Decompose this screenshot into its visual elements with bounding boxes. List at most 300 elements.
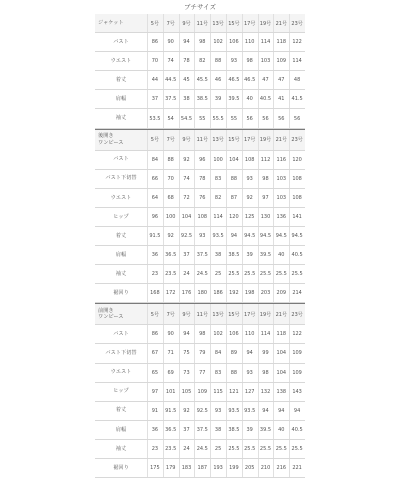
table-cell: 214: [292, 290, 302, 297]
column-divider: [179, 383, 180, 401]
table-cell: 183: [181, 465, 192, 472]
table-cell: 92: [183, 407, 190, 414]
table-cell: 55: [230, 115, 238, 122]
table-cell: 110: [244, 331, 255, 338]
column-divider: [226, 383, 227, 401]
table-row: [95, 344, 305, 363]
table-cell: 19号: [259, 311, 272, 318]
column-divider: [258, 265, 259, 283]
table-cell: 99: [262, 350, 269, 357]
column-divider: [194, 304, 195, 324]
column-divider: [147, 170, 148, 188]
row-label: バスト下切替: [105, 350, 137, 357]
column-divider: [210, 325, 211, 343]
column-divider: [226, 304, 227, 324]
column-divider: [163, 364, 164, 382]
table-cell: 86: [151, 39, 159, 46]
table-row: [95, 33, 305, 52]
column-divider: [289, 109, 290, 127]
column-divider: [179, 227, 180, 245]
table-cell: 108: [197, 213, 208, 220]
table-cell: 88: [230, 175, 238, 182]
column-divider: [226, 109, 227, 127]
column-divider: [179, 208, 180, 226]
table-cell: 93.5: [212, 232, 224, 239]
column-divider: [242, 109, 243, 127]
table-cell: 40: [278, 426, 285, 433]
column-divider: [163, 14, 164, 32]
column-divider: [226, 459, 227, 477]
table-cell: 25.5: [275, 271, 287, 278]
table-cell: 92: [167, 232, 174, 239]
table-cell: 96: [199, 156, 206, 163]
column-divider: [242, 344, 243, 362]
column-divider: [179, 265, 180, 283]
table-cell: 13号: [212, 311, 224, 318]
table-cell: 55: [199, 115, 206, 122]
table-cell: 93: [246, 369, 253, 376]
table-cell: 110: [244, 39, 255, 46]
table-cell: 68: [167, 194, 174, 201]
table-row: [95, 246, 305, 265]
column-divider: [179, 109, 180, 127]
table-cell: 39: [246, 252, 253, 259]
table-cell: 23号: [291, 311, 303, 318]
table-row: [95, 364, 305, 383]
row-label: バスト: [113, 38, 129, 45]
column-divider: [258, 52, 259, 70]
table-cell: 45: [183, 77, 190, 84]
column-divider: [147, 402, 148, 420]
column-divider: [273, 71, 274, 89]
table-cell: 7号: [166, 137, 175, 144]
table-cell: 23.5: [165, 271, 177, 278]
column-divider: [226, 344, 227, 362]
table-cell: 56: [293, 115, 301, 122]
column-divider: [210, 383, 211, 401]
table-cell: 7号: [166, 20, 175, 27]
column-divider: [289, 265, 290, 283]
table-cell: 23.5: [165, 445, 177, 452]
table-cell: 5号: [150, 20, 159, 27]
column-divider: [289, 71, 290, 89]
table-cell: 141: [292, 213, 302, 220]
table-cell: 108: [244, 156, 255, 163]
table-cell: 93: [230, 58, 238, 65]
table-cell: 40: [246, 96, 253, 103]
table-row: [95, 227, 305, 246]
column-divider: [194, 421, 195, 439]
table-cell: 38: [183, 96, 190, 103]
column-divider: [147, 130, 148, 150]
column-divider: [258, 459, 259, 477]
table-cell: 54: [167, 115, 174, 122]
column-divider: [258, 421, 259, 439]
column-divider: [147, 325, 148, 343]
table-cell: 114: [260, 39, 271, 46]
column-divider: [242, 246, 243, 264]
column-divider: [147, 459, 148, 477]
column-divider: [147, 344, 148, 362]
table-cell: 17号: [244, 311, 256, 318]
table-cell: 94: [293, 407, 301, 414]
column-divider: [194, 265, 195, 283]
table-cell: 209: [276, 290, 287, 297]
column-divider: [289, 402, 290, 420]
table-cell: 114: [213, 213, 223, 220]
table-row: [95, 284, 305, 303]
table-cell: 38.5: [228, 252, 240, 259]
column-divider: [210, 71, 211, 89]
column-divider: [194, 227, 195, 245]
table-cell: 9号: [182, 311, 191, 318]
table-cell: 205: [244, 465, 255, 472]
column-divider: [163, 265, 164, 283]
table-cell: 5号: [150, 137, 159, 144]
column-divider: [194, 170, 195, 188]
column-divider: [194, 151, 195, 169]
column-divider: [289, 284, 290, 302]
column-divider: [163, 71, 164, 89]
table-cell: 53.5: [149, 115, 161, 122]
column-divider: [289, 246, 290, 264]
table-cell: 77: [199, 369, 206, 376]
column-divider: [210, 170, 211, 188]
table-cell: 91: [151, 407, 159, 414]
column-divider: [179, 151, 180, 169]
column-divider: [163, 189, 164, 207]
row-label: 肩幅: [115, 251, 127, 258]
column-divider: [273, 227, 274, 245]
table-cell: 100: [213, 156, 223, 163]
table-cell: 72: [183, 194, 190, 201]
table-cell: 104: [276, 369, 287, 376]
table-cell: 73: [183, 369, 190, 376]
column-divider: [147, 208, 148, 226]
row-label: 袖丈: [115, 115, 127, 122]
column-divider: [289, 304, 290, 324]
table-cell: 23: [151, 271, 159, 278]
table-cell: 39: [214, 96, 222, 103]
table-cell: 21号: [275, 137, 287, 144]
section-header-row: [95, 303, 305, 325]
chart-title: ブチサイズ: [184, 3, 216, 11]
column-divider: [147, 383, 148, 401]
table-row: [95, 402, 305, 421]
column-divider: [242, 90, 243, 108]
column-divider: [289, 90, 290, 108]
column-divider: [179, 130, 180, 150]
column-divider: [289, 170, 290, 188]
column-divider: [258, 109, 259, 127]
column-divider: [210, 284, 211, 302]
table-cell: 46.5: [228, 77, 240, 84]
table-cell: 103: [276, 175, 287, 182]
table-cell: 108: [292, 175, 302, 182]
table-cell: 96: [151, 213, 159, 220]
table-cell: 105: [181, 388, 192, 395]
column-divider: [147, 284, 148, 302]
column-divider: [226, 130, 227, 150]
column-divider: [258, 170, 259, 188]
table-cell: 216: [276, 465, 287, 472]
table-cell: 13号: [212, 137, 224, 144]
column-divider: [289, 151, 290, 169]
column-divider: [210, 227, 211, 245]
table-cell: 11号: [196, 137, 208, 144]
table-cell: 106: [229, 39, 239, 46]
column-divider: [226, 170, 227, 188]
column-divider: [273, 325, 274, 343]
column-divider: [273, 304, 274, 324]
table-cell: 17号: [244, 20, 256, 27]
column-divider: [179, 402, 180, 420]
table-cell: 23号: [291, 20, 303, 27]
table-cell: 130: [260, 213, 271, 220]
table-cell: 25.5: [244, 271, 256, 278]
table-cell: 176: [181, 290, 192, 297]
column-divider: [147, 109, 148, 127]
table-cell: 5号: [150, 311, 159, 318]
table-cell: 47: [262, 77, 269, 84]
column-divider: [194, 189, 195, 207]
row-label: ウエスト: [110, 369, 132, 376]
row-label: バスト: [113, 156, 129, 163]
table-cell: 109: [292, 369, 302, 376]
row-label: バスト: [113, 331, 129, 338]
table-cell: 25.5: [228, 445, 240, 452]
table-cell: 87: [230, 194, 238, 201]
table-cell: 23: [151, 445, 159, 452]
column-divider: [258, 71, 259, 89]
table-cell: 38.5: [196, 96, 208, 103]
column-divider: [273, 90, 274, 108]
column-divider: [210, 109, 211, 127]
table-cell: 93: [214, 407, 222, 414]
table-cell: 37.5: [165, 96, 177, 103]
column-divider: [179, 52, 180, 70]
column-divider: [226, 189, 227, 207]
column-divider: [163, 440, 164, 458]
table-cell: 74: [167, 58, 174, 65]
table-cell: 94: [183, 331, 190, 338]
table-cell: 19号: [259, 137, 272, 144]
table-cell: 102: [213, 331, 223, 338]
size-chart: [95, 0, 305, 472]
row-label: ウエスト: [110, 194, 132, 201]
table-cell: 46: [214, 77, 222, 84]
table-cell: 37.5: [196, 426, 208, 433]
column-divider: [289, 33, 290, 51]
column-divider: [210, 402, 211, 420]
column-divider: [163, 402, 164, 420]
column-divider: [289, 325, 290, 343]
table-cell: 36: [151, 252, 159, 259]
column-divider: [242, 14, 243, 32]
table-cell: 11号: [196, 20, 208, 27]
row-label: バスト下切替: [105, 175, 137, 182]
table-cell: 24.5: [196, 445, 208, 452]
table-cell: 199: [229, 465, 239, 472]
column-divider: [289, 383, 290, 401]
table-cell: 104: [276, 350, 287, 357]
table-cell: 25.5: [291, 271, 303, 278]
column-divider: [226, 208, 227, 226]
column-divider: [273, 402, 274, 420]
table-cell: 101: [165, 388, 176, 395]
table-cell: 94.5: [291, 232, 303, 239]
table-row: [95, 90, 305, 109]
table-cell: 15号: [228, 137, 240, 144]
table-cell: 9号: [182, 20, 191, 27]
table-cell: 203: [260, 290, 271, 297]
column-divider: [289, 227, 290, 245]
table-cell: 84: [214, 350, 222, 357]
column-divider: [194, 344, 195, 362]
column-divider: [194, 14, 195, 32]
column-divider: [179, 71, 180, 89]
table-cell: 39: [246, 426, 253, 433]
table-cell: 92: [246, 194, 253, 201]
table-cell: 103: [276, 194, 287, 201]
table-cell: 39.5: [259, 252, 272, 259]
table-cell: 120: [292, 156, 302, 163]
table-cell: 94.5: [244, 232, 256, 239]
table-cell: 98: [246, 58, 253, 65]
column-divider: [226, 364, 227, 382]
column-divider: [273, 344, 274, 362]
section-title: 前開き ワンピース: [98, 307, 124, 321]
table-cell: 120: [229, 213, 239, 220]
table-cell: 90: [167, 39, 174, 46]
column-divider: [210, 208, 211, 226]
column-divider: [258, 383, 259, 401]
table-cell: 122: [292, 39, 302, 46]
table-cell: 98: [262, 369, 269, 376]
table-cell: 138: [276, 388, 287, 395]
column-divider: [242, 421, 243, 439]
table-cell: 84: [151, 156, 159, 163]
table-cell: 93.5: [228, 407, 240, 414]
column-divider: [226, 227, 227, 245]
column-divider: [289, 189, 290, 207]
table-cell: 109: [197, 388, 208, 395]
column-divider: [210, 265, 211, 283]
column-divider: [258, 33, 259, 51]
table-row: [95, 170, 305, 189]
column-divider: [242, 304, 243, 324]
column-divider: [194, 325, 195, 343]
table-cell: 36.5: [165, 426, 177, 433]
column-divider: [273, 109, 274, 127]
table-cell: 25.5: [244, 445, 256, 452]
row-label: 肩幅: [115, 96, 127, 103]
table-cell: 47: [278, 77, 285, 84]
table-cell: 39.5: [228, 96, 240, 103]
table-cell: 179: [165, 465, 176, 472]
column-divider: [273, 421, 274, 439]
table-cell: 56: [278, 115, 285, 122]
table-cell: 21号: [275, 311, 287, 318]
table-cell: 48: [293, 77, 301, 84]
column-divider: [179, 364, 180, 382]
column-divider: [226, 265, 227, 283]
column-divider: [242, 189, 243, 207]
column-divider: [226, 71, 227, 89]
table-row: [95, 383, 305, 402]
column-divider: [258, 189, 259, 207]
column-divider: [147, 14, 148, 32]
column-divider: [194, 383, 195, 401]
column-divider: [179, 440, 180, 458]
column-divider: [147, 304, 148, 324]
column-divider: [258, 325, 259, 343]
column-divider: [226, 402, 227, 420]
table-cell: 94: [183, 39, 190, 46]
table-cell: 37: [151, 96, 159, 103]
table-cell: 187: [197, 465, 208, 472]
column-divider: [163, 383, 164, 401]
column-divider: [194, 90, 195, 108]
table-cell: 83: [214, 175, 222, 182]
column-divider: [242, 33, 243, 51]
table-row: [95, 189, 305, 208]
table-cell: 67: [151, 350, 159, 357]
column-divider: [163, 304, 164, 324]
column-divider: [163, 170, 164, 188]
table-cell: 89: [230, 350, 238, 357]
column-divider: [179, 459, 180, 477]
column-divider: [226, 33, 227, 51]
table-cell: 41.5: [291, 96, 303, 103]
column-divider: [289, 208, 290, 226]
column-divider: [242, 459, 243, 477]
column-divider: [194, 364, 195, 382]
table-cell: 78: [199, 175, 206, 182]
column-divider: [273, 189, 274, 207]
table-cell: 108: [292, 194, 302, 201]
table-cell: 94: [262, 407, 269, 414]
column-divider: [163, 284, 164, 302]
column-divider: [210, 364, 211, 382]
column-divider: [210, 246, 211, 264]
row-label: 肩幅: [115, 426, 127, 433]
column-divider: [258, 284, 259, 302]
row-label: 着丈: [115, 232, 127, 239]
column-divider: [242, 52, 243, 70]
table-cell: 37: [183, 426, 190, 433]
table-cell: 88: [214, 58, 222, 65]
table-cell: 75: [183, 350, 190, 357]
table-cell: 97: [262, 194, 269, 201]
table-cell: 118: [276, 39, 287, 46]
table-cell: 64: [151, 194, 159, 201]
column-divider: [163, 151, 164, 169]
column-divider: [258, 227, 259, 245]
table-cell: 172: [165, 290, 176, 297]
table-row: [95, 265, 305, 284]
table-cell: 88: [230, 369, 238, 376]
column-divider: [163, 421, 164, 439]
column-divider: [210, 459, 211, 477]
table-cell: 17号: [244, 137, 256, 144]
column-divider: [194, 284, 195, 302]
column-divider: [147, 33, 148, 51]
table-cell: 93: [246, 175, 253, 182]
column-divider: [289, 14, 290, 32]
column-divider: [194, 402, 195, 420]
column-divider: [210, 52, 211, 70]
